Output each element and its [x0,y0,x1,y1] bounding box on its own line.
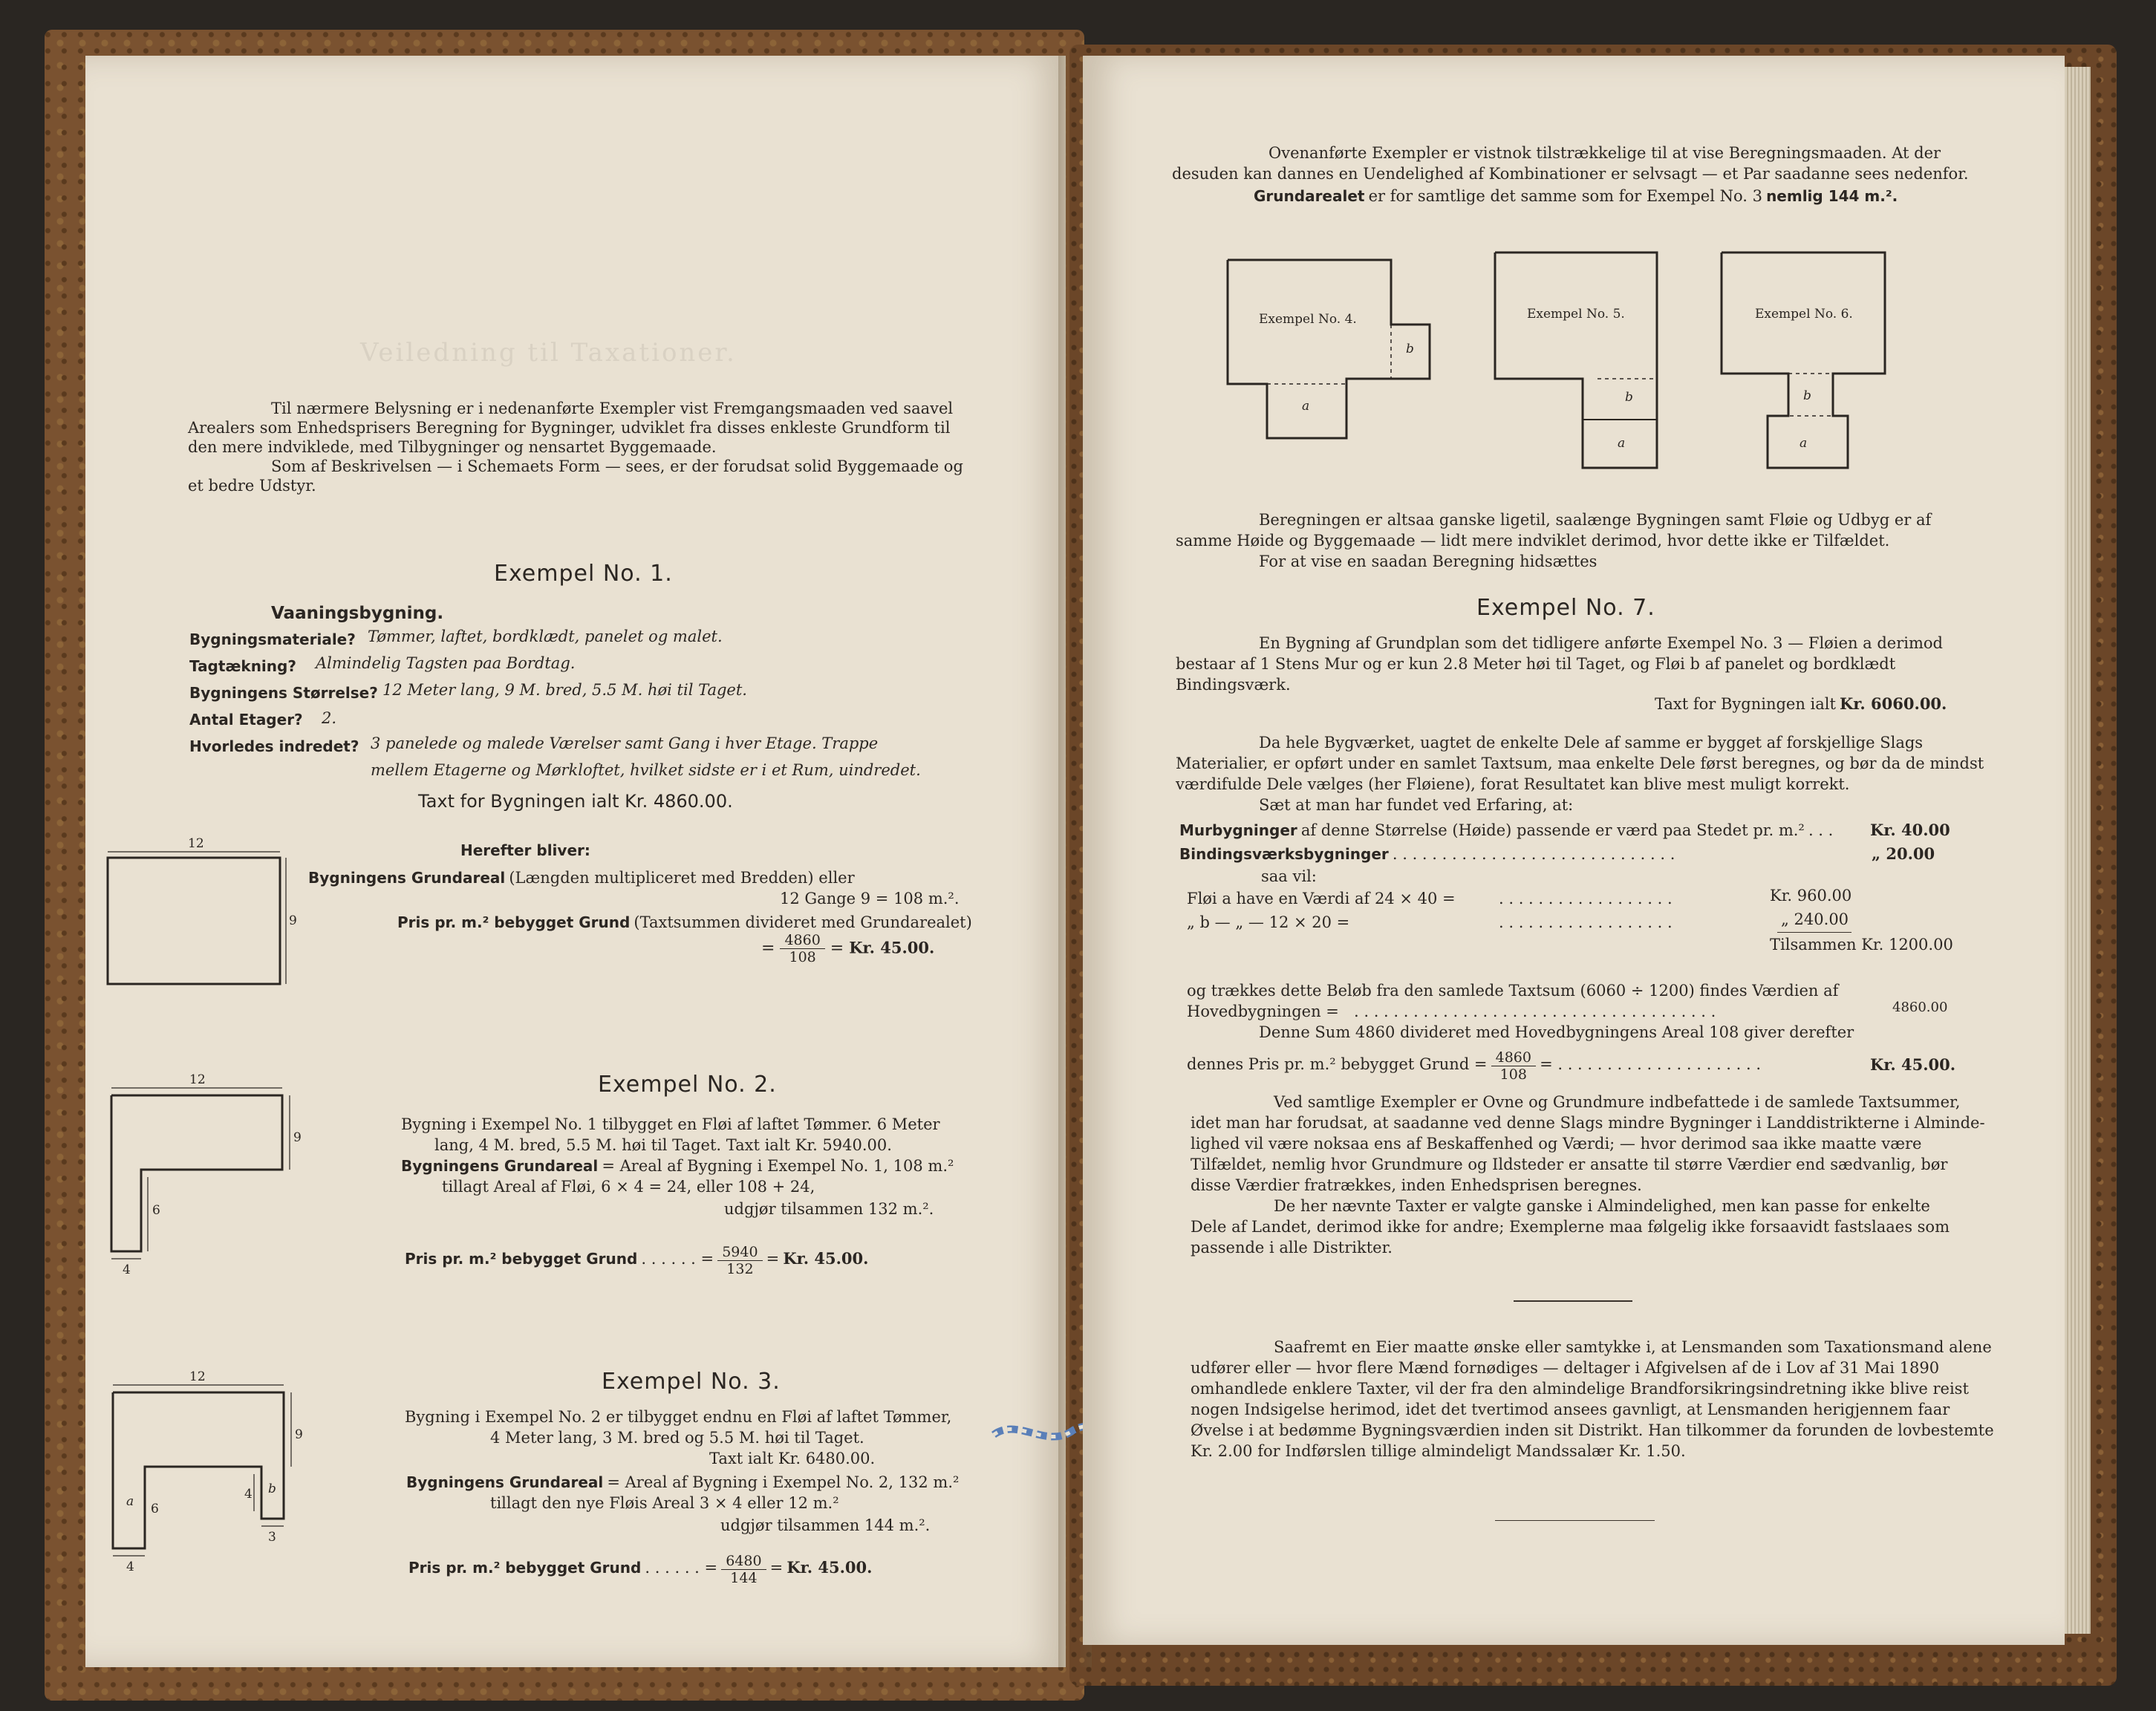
ex4-plan [1228,260,1430,438]
p5-line: Øvelse i at bedømme Bygningsværdien inden sit Distrikt. Han tilkommer da forunden de lovbestemte [1191,1421,1994,1439]
p5-line: udfører eller — hvor flere Mænd fornødiges — deltager i Afgivelsen af de i Lov af 31 Mai 1890 [1191,1359,1940,1377]
plan6-label: Exempel No. 6. [1755,307,1853,322]
ex1-grund-label: Bygningens Grundareal [308,869,506,887]
dennes: dennes Pris pr. m.² bebygget Grund = [1187,1055,1488,1073]
p4-line: Dele af Landet, derimod ikke for andre; Exemplerne maa følgelig ikke forsaavidt fastslaaes som [1191,1218,1950,1236]
mur-row: Murbygninger af denne Størrelse (Høide) passende er værd paa Stedet pr. m.² . . . [1179,821,1834,839]
ex1-value: 3 panelede og malede Værelser samt Gang i hver Etage. Trappe [371,734,879,752]
plan5-label: Exempel No. 5. [1527,307,1625,322]
ex2-grund [401,1156,954,1176]
plan4-a: a [1302,399,1310,414]
p5-line: omhandlede enklere Taxter, vil der fra den almindelige Brandforsikringsindretning ikke blive reist [1191,1380,1969,1398]
ex1-value: 2. [322,709,337,727]
ex2-dim-wing: 6 [152,1203,160,1218]
ex2-pris: Pris pr. m.² bebygget Grund . . . . . . = $\frac{5940}{132}$ = Kr. 45.00. [405,1244,869,1277]
ex3-line: udgjør tilsammen 144 m.². [720,1516,931,1534]
ex2-grund-label: Bygningens Grundareal [401,1157,599,1175]
faded-heading: Veiledning til Taxationer. [360,338,737,368]
ex2-result: Kr. 45.00. [783,1249,869,1268]
ex3-grund-label: Bygningens Grundareal [406,1473,604,1491]
p4-line: De her nævnte Taxter er valgte ganske i Almindelighed, men kan passe for enkelte [1274,1197,1930,1215]
ex3-label-b: b [268,1482,276,1496]
p5-line: Saafremt en Eier maatte ønske eller samtykke i, at Lensmanden som Taxationsmand alene [1274,1338,1992,1356]
bind-val: „ 20.00 [1872,844,1935,863]
p3-line: værdifulde Dele vælges (her Fløiene), forat Resultatet kan blive mest muligt korrekt. [1176,775,1850,793]
ex2-line: lang, 4 M. bred, 5.5 M. høi til Taget. Taxt ialt Kr. 5940.00. [434,1136,892,1154]
ex1-grund-calc: 12 Gange 9 = 108 m.². [780,890,960,907]
ex3-dim-4: 4 [126,1560,134,1574]
plan5-b: b [1625,390,1633,405]
ex2-line: Bygning i Exempel No. 1 tilbygget en Fløi af laftet Tømmer. 6 Meter [401,1115,940,1133]
p4-line: lighed vil være noksaa ens af Beskaffenhed og Værdi; — hvor derimod saa ikke maatte være [1191,1135,1922,1153]
p2-line: For at vise en saadan Beregning hidsættes [1259,553,1598,570]
ex1-frac-num: 4860 [780,932,824,949]
mur-text: af denne Størrelse (Høide) passende er værd paa Stedet pr. m.² [1300,821,1805,839]
ex2-frac-num: 5940 [717,1244,762,1261]
ex1-grund-text: (Længden multipliceret med Bredden) eller [509,869,855,887]
ex7-line: En Bygning af Grundplan som det tidligere anførte Exempel No. 3 — Fløien a derimod [1259,634,1943,652]
p2-line: Beregningen er altsaa ganske ligetil, saalænge Bygningen samt Fløie og Udbyg er af [1259,511,1932,529]
ex1-value-cont: mellem Etagerne og Mørkloftet, hvilket sidste er i et Rum, uindredet. [371,761,921,779]
p2-line: samme Høide og Byggemaade — lidt mere indviklet derimod, hvor dette ikke er Tilfældet. [1176,532,1890,550]
ex7-line: bestaar af 1 Stens Mur og er kun 2.8 Meter høi til Taget, og Fløi b af panelet og bordklædt [1176,655,1896,673]
denne: Denne Sum 4860 divideret med Hovedbygningens Areal 108 giver derefter [1259,1023,1854,1041]
ex3-line: 4 Meter lang, 3 M. bred og 5.5 M. høi til Taget. [490,1429,864,1447]
ex7-frac-den: 108 [1499,1066,1527,1083]
ex2-dim-bottom: 4 [123,1262,131,1277]
ex3-line: Bygning i Exempel No. 2 er tilbygget endnu en Fløi af laftet Tømmer, [405,1408,952,1426]
ex7-line: Bindingsværk. [1176,676,1291,694]
ex1-pris-label: Pris pr. m.² bebygget Grund [397,913,631,931]
ex3-dim-4b: 4 [244,1487,253,1502]
ex1-label: Antal Etager? [189,711,303,729]
intro-line: et bedre Udstyr. [188,477,316,495]
p4-line: disse Værdier fratrækkes, inden Enhedsprisen beregnes. [1191,1176,1642,1194]
saa-vil: saa vil: [1261,867,1317,885]
bind-row: Bindingsværksbygninger . . . . . . . . . . . . . . . . . . . . . . . . . . . . . [1179,845,1675,863]
floi-b-val: „ 240.00 [1781,910,1849,928]
intro-line: Til nærmere Belysning er i nedenanførte Exempler vist Fremgangsmaaden ved saavel [271,400,954,417]
p1-tail: er for samtlige det samme som for Exempel No. 3 [1368,187,1762,205]
floi-a: Fløi a have en Værdi af 24 × 40 = [1187,890,1456,907]
section-rule [1514,1300,1632,1302]
ex3-frac-num: 6480 [721,1553,766,1570]
intro-line: Som af Beskrivelsen — i Schemaets Form — sees, er der forudsat solid Byggemaade og [271,457,963,475]
intro-line: Arealers som Enhedsprisers Beregning for Bygninger, udviklet fra disses enkleste Grundform til [188,419,951,437]
p5-line: Kr. 2.00 for Indførslen tillige almindeligt Mandssalær Kr. 1.50. [1191,1442,1686,1460]
ex1-fraction [780,932,824,965]
ex1-title: Exempel No. 1. [494,561,673,587]
ex3-dim-side: 9 [295,1427,303,1442]
ex1-subtitle: Vaaningsbygning. [271,604,444,623]
left-page [85,56,1066,1667]
ex3-title: Exempel No. 3. [602,1369,781,1395]
ex3-line: Taxt ialt Kr. 6480.00. [709,1450,876,1467]
floi-a-val: Kr. 960.00 [1770,887,1852,905]
ex2-line: tillagt Areal af Fløi, 6 × 4 = 24, eller 108 + 24, [442,1178,815,1196]
plan4-label: Exempel No. 4. [1259,312,1357,327]
ex3-fraction [721,1553,766,1586]
ex7-taxt-pre: Taxt for Bygningen ialt [1655,695,1836,713]
ex2-fraction [717,1244,762,1277]
plan4-b: b [1406,342,1414,356]
ex7-frac-num: 4860 [1491,1049,1536,1066]
ex2-line: udgjør tilsammen 132 m.². [724,1200,934,1218]
p1-bold2: nemlig 144 m.². [1766,187,1898,205]
intro-line: den mere indviklede, med Tilbygninger og nensartet Byggemaade. [188,438,717,456]
ex3-frac-den: 144 [730,1570,758,1586]
p4-line: Ved samtlige Exempler er Ovne og Grundmure indbefattede i de samlede Taxtsummer, [1274,1093,1961,1111]
ex1-label: Bygningsmateriale? [189,630,356,648]
ex7-taxt [1655,694,1947,714]
ex1-dim-top: 12 [188,836,204,851]
ex1-label: Tagtækning? [189,657,296,675]
ex1-value: 12 Meter lang, 9 M. bred, 5.5 M. høi til Taget. [382,681,747,699]
ex2-title: Exempel No. 2. [598,1072,777,1098]
right-page: Ovenanførte Exempler er vistnok tilstrækkelige til at vise Beregningsmaaden. At der desuden kan dannes en Uendelighed af Kombinationer er selvsagt — et Par saadanne sees nedenfor. Grundarealet er for samtlige det samme som for Exempel No. 3 nemlig 144 m.². Exempel No. 4. Exempel No. 5. Exempel No. 6. b a b a b a Beregningen er altsaa ganske ligetil, saalænge Bygningen samt Fløie og Udbyg er af samme Høide og Byggemaade — lidt mere indviklet derimod, hvor dette ikke er Tilfældet. For at vise en saadan Beregning hidsættes Exempel No. 7. En Bygning af Grundplan som det tidligere anførte Exempel No. 3 — Fløien a derimod bestaar af 1 Stens Mur og er kun 2.8 Meter høi til Taget, og Fløi b af panelet og bordklædt Bindingsværk. Taxt for Bygningen ialt Kr. 6060.00. Da hele Bygværket, uagtet de enkelte Dele af samme er bygget af forskjellige Slags Materialier, er opført under en samlet Taxtsum, maa enkelte Dele først beregnes, og bør da de mindst værdifulde Dele vælges (her Fløiene), forat Resultatet kan blive mest muligt korrekt. Sæt at man har fundet ved Erfaring, at: Murbygninger af denne Størrelse (Høide) passende er værd paa Stedet pr. m.² . . . Kr. 40.00 Bindingsværksbygninger . . . . . . . . . . . . . . . . . . . . . . . . . . . . . „ 20.00 saa vil: Fløi a have en Værdi af 24 × 40 = . . . . . . . . . . . . . . . . . . Kr. 960.00 „ b — „ — 12 × 20 = . . . . . . . . . . . . . . . . . . „ 240.00 Tilsammen Kr. 1200.00 og trækkes dette Beløb fra den samlede Taxtsum (6060 ÷ 1200) findes Værdien af Hovedbygningen = . . . . . . . . . . . . . . . . . . . . . . . . . . . . . . . . . . . . . 4860.00 Denne Sum 4860 divideret med Hovedbygningens Areal 108 giver derefter dennes Pris pr. m.² bebygget Grund = $\frac{4860}{108}$ = . . . . . . . . . . . . . . . . . . . . . Kr. 45.00. Ved samtlige Exempler er Ovne og Grundmure indbefattede i de samlede Taxtsummer, idet man har forudsat, at saadanne ved denne Slags mindre Bygninger i Landdistrikterne i Alminde- lighed vil være noksaa ens af Beskaffenhed og Værdi; — hvor derimod saa ikke maatte være Tilfældet, nemlig hvor Grundmure og Ildsteder er ansatte til større Værdier end sædvanlig, bør disse Værdier fratrækkes, inden Enhedsprisen beregnes. De her nævnte Taxter er valgte ganske i Almindelighed, men kan passe for enkelte Dele af Landet, derimod ikke for andre; Exemplerne maa følgelig ikke forsaavidt fastslaaes som passende i alle Distrikter. Saafremt en Eier maatte ønske eller samtykke i, at Lensmanden som Taxationsmand alene udfører eller — hvor flere Mænd fornødiges — deltager i Afgivelsen af de i Lov af 31 Mai 1890 omhandlede enklere Taxter, vil der fra den almindelige Brandforsikringsindretning ikke blive reist nogen Indsigelse herimod, idet det tvertimod ansees gavnligt, at Lensmanden herigjennem faar Øvelse i at bedømme Bygningsværdien inden sit Distrikt. Han tilkommer da forunden de lovbestemte Kr. 2.00 for Indførslen tillige almindeligt Mandssalær Kr. 1.50. [1083,56,2065,1645]
ex2-pris-label: Pris pr. m.² bebygget Grund [405,1250,638,1268]
mur-val: Kr. 40.00 [1870,821,1950,839]
ex3-line: tillagt den nye Fløis Areal 3 × 4 eller 12 m.² [490,1494,839,1512]
page-edges [2061,67,2091,1634]
plan6-b: b [1803,388,1811,403]
bind-label: Bindingsværksbygninger [1179,845,1389,863]
ex3-pris-label: Pris pr. m.² bebygget Grund [408,1559,642,1577]
ex2-plan [111,1088,290,1259]
p5-line: nogen Indsigelse herimod, idet det tvertimod ansees gavnligt, at Lensmanden herigjennem faar [1191,1401,1950,1418]
ex3-result: Kr. 45.00. [786,1558,873,1577]
ex2-frac-den: 132 [726,1261,754,1277]
p1-line: desuden kan dannes en Uendelighed af Kombinationer er selvsagt — et Par saadanne sees nedenfor. [1172,165,1969,183]
ex3-dim-top: 12 [189,1369,206,1384]
ex1-pris-text: (Taxtsummen divideret med Grundarealet) [634,913,972,931]
ex1-value: Tømmer, laftet, bordklædt, panelet og malet. [368,628,723,645]
p3-line: Materialier, er opført under en samlet Taxtsum, maa enkelte Dele først beregnes, og bør da de mindst [1176,755,1984,772]
hoved: Hovedbygningen = [1187,1003,1339,1020]
ex1-pris [397,913,972,933]
hoved-val: 4860.00 [1892,1000,1948,1015]
ex1-label: Bygningens Størrelse? [189,684,378,702]
ex1-frac-den: 108 [789,949,816,965]
ex1-plan [108,852,286,984]
ex3-grund-text: = Areal af Bygning i Exempel No. 2, 132 m.² [607,1473,960,1491]
ex2-dim-top: 12 [189,1072,206,1087]
ex1-value: Almindelig Tagsten paa Bordtag. [316,654,576,672]
dennes-row: dennes Pris pr. m.² bebygget Grund = $\frac{4860}{108}$ = . . . . . . . . . . . . . . . . . . . . . [1187,1049,1762,1083]
end-rule [1495,1520,1655,1521]
trakkes: og trækkes dette Beløb fra den samlede Taxtsum (6060 ÷ 1200) findes Værdien af [1187,982,1839,1000]
floi-b: „ b — „ — 12 × 20 = [1187,913,1350,931]
mur-label: Murbygninger [1179,821,1297,839]
plan5-a: a [1618,436,1626,451]
ex1-calc: = $\frac{4860}{108}$ = Kr. 45.00. [761,932,935,965]
ex3-grund [406,1473,959,1493]
ex7-taxt-val: Kr. 6060.00. [1840,694,1947,713]
p3-line: Sæt at man har fundet ved Erfaring, at: [1259,796,1574,814]
p4-line: Tilfældet, nemlig hvor Grundmure og Ildsteder er ansatte til større Værdier end sædvanlig, bør [1191,1156,1948,1173]
ex3-dim-3: 3 [268,1530,276,1545]
p4-line: passende i alle Distrikter. [1191,1239,1393,1257]
sum-rule [1777,932,1852,933]
ex1-dim-side: 9 [289,913,297,928]
ex5-plan [1495,252,1657,468]
ex1-result: Kr. 45.00. [849,938,935,957]
ex1-grund [308,868,855,888]
ex7-fraction [1491,1049,1536,1083]
ex7-title: Exempel No. 7. [1476,595,1655,621]
ex1-heading-after: Herefter bliver: [460,841,590,859]
ex2-dim-side: 9 [293,1130,302,1145]
ex2-grund-text: = Areal af Bygning i Exempel No. 1, 108 m.² [602,1157,954,1175]
ex3-label-a: a [126,1494,134,1509]
p3-line: Da hele Bygværket, uagtet de enkelte Dele af samme er bygget af forskjellige Slags [1259,734,1924,752]
ex1-label: Hvorledes indredet? [189,737,359,755]
tilsammen: Tilsammen Kr. 1200.00 [1770,936,1953,954]
p1-line: Ovenanførte Exempler er vistnok tilstrækkelige til at vise Beregningsmaaden. At der [1268,144,1941,162]
ex3-dim-6: 6 [151,1502,159,1516]
dennes-val: Kr. 45.00. [1870,1055,1956,1074]
ex3-plan [113,1385,291,1556]
p1-bold: Grundarealet [1254,187,1365,205]
ex3-pris: Pris pr. m.² bebygget Grund . . . . . . = $\frac{6480}{144}$ = Kr. 45.00. [408,1553,873,1586]
ex1-taxt: Taxt for Bygningen ialt Kr. 4860.00. [418,791,733,812]
plan6-a: a [1800,436,1808,451]
p4-line: idet man har forudsat, at saadanne ved denne Slags mindre Bygninger i Landdistrikterne i Alminde- [1191,1114,1985,1132]
